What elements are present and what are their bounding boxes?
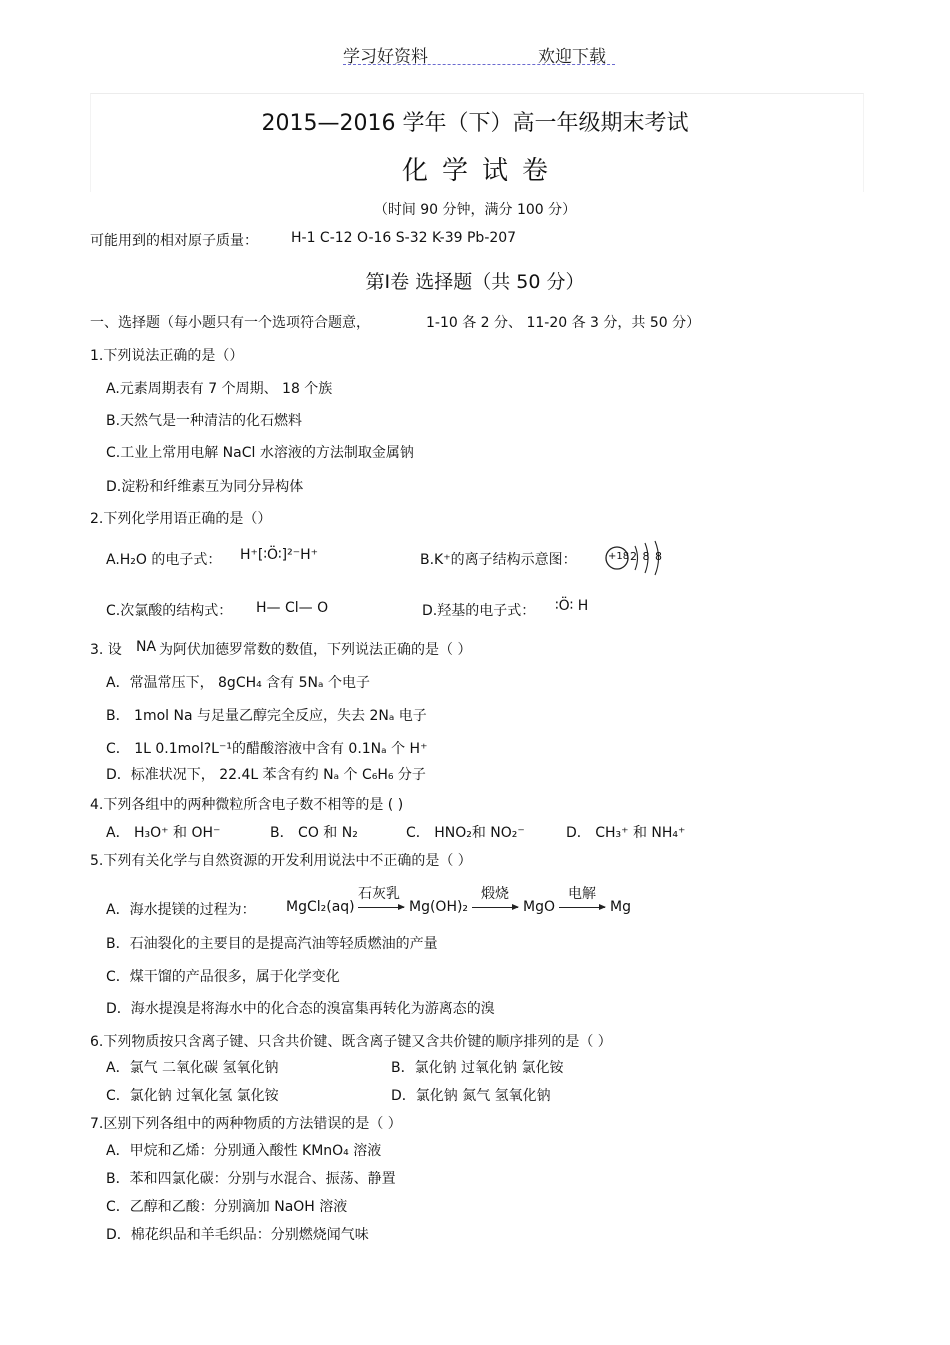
k-nucleus-charge: +18 <box>608 551 630 562</box>
q3-stem-symbol: NA <box>136 639 157 655</box>
q1-option-c: C.工业上常用电解 NaCl 水溶液的方法制取金属钠 <box>106 445 414 461</box>
q4-option-a: A． H₃O⁺ 和 OH⁻ <box>106 825 221 841</box>
q3-stem-start: 3. 设 <box>90 642 122 658</box>
exam-info: （时间 90 分钟，满分 100 分） <box>373 202 577 218</box>
q3-option-b: B． 1mol Na 与足量乙醇完全反应，失去 2Nₐ 电子 <box>106 708 427 724</box>
q6-stem: 6.下列物质按只含离子键、只含共价键、既含离子键又含共价键的顺序排列的是（ ） <box>90 1034 612 1050</box>
chain-mg: Mg <box>610 899 631 915</box>
q2-option-a-label: A.H₂O 的电子式： <box>106 552 222 568</box>
chain-mgoh2: Mg(OH)₂ <box>409 899 469 915</box>
q4-option-d: D． CH₃⁺ 和 NH₄⁺ <box>566 825 686 841</box>
q1-option-a: A.元素周期表有 7 个周期、 18 个族 <box>106 381 333 397</box>
atomic-mass-values: H-1 C-12 O-16 S-32 K-39 Pb-207 <box>291 230 517 246</box>
header-divider <box>343 64 615 65</box>
q6-option-d: D．氯化钠 氮气 氢氧化钠 <box>391 1088 551 1104</box>
q5-option-a-label: A．海水提镁的过程为： <box>106 902 256 918</box>
q5-option-c: C．煤干馏的产品很多，属于化学变化 <box>106 969 340 985</box>
q1-option-b: B.天然气是一种清洁的化石燃料 <box>106 413 303 429</box>
reaction-arrow-2 <box>472 907 518 908</box>
k-electron-shells: 2 8 8 <box>630 550 663 563</box>
k-ion-structure-diagram <box>604 538 668 578</box>
header-left: 学习好资料 <box>343 47 428 67</box>
q2-option-d-label: D.羟基的电子式： <box>422 603 536 619</box>
q2-option-c-formula: H— Cl— O <box>256 600 329 616</box>
q5-option-b: B．石油裂化的主要目的是提高汽油等轻质燃油的产量 <box>106 936 438 952</box>
q4-stem: 4.下列各组中的两种微粒所含电子数不相等的是 ( ) <box>90 797 404 813</box>
q7-stem: 7.区别下列各组中的两种物质的方法错误的是（ ） <box>90 1116 402 1132</box>
condition-electrolysis: 电解 <box>568 886 596 902</box>
subject-title: 化学试卷 <box>401 156 562 186</box>
exam-title: 2015—2016 学年（下）高一年级期末考试 <box>261 111 689 136</box>
q7-option-c: C．乙醇和乙酸：分别滴加 NaOH 溶液 <box>106 1199 348 1215</box>
condition-calcination: 煅烧 <box>481 886 509 902</box>
reaction-arrow-3 <box>559 907 605 908</box>
q2-option-a-formula: H⁺[∶Ö∶]²⁻H⁺ <box>240 547 319 563</box>
q3-option-a: A．常温常压下， 8gCH₄ 含有 5Nₐ 个电子 <box>106 675 370 691</box>
q7-option-a: A．甲烷和乙烯：分别通入酸性 KMnO₄ 溶液 <box>106 1143 382 1159</box>
chain-mgo: MgO <box>523 899 555 915</box>
q2-stem: 2.下列化学用语正确的是（） <box>90 511 272 527</box>
q4-option-b: B． CO 和 N₂ <box>270 825 358 841</box>
q4-option-c: C． HNO₂和 NO₂⁻ <box>406 825 525 841</box>
q5-option-d: D．海水提溴是将海水中的化合态的溴富集再转化为游离态的溴 <box>106 1001 495 1017</box>
reaction-arrow-1 <box>358 907 404 908</box>
q6-option-a: A．氯气 二氧化碳 氢氧化钠 <box>106 1060 279 1076</box>
q2-option-b-label: B.K⁺的离子结构示意图： <box>420 552 577 568</box>
atomic-mass-label: 可能用到的相对原子质量： <box>90 233 258 249</box>
section-heading: 第Ⅰ卷 选择题（共 50 分） <box>365 271 585 293</box>
q2-option-c-label: C.次氯酸的结构式： <box>106 603 233 619</box>
q7-option-b: B．苯和四氯化碳：分别与水混合、振荡、静置 <box>106 1171 396 1187</box>
q6-option-c: C．氯化钠 过氧化氢 氯化铵 <box>106 1088 279 1104</box>
instruction-part2: 1-10 各 2 分、 11-20 各 3 分，共 50 分） <box>426 315 701 331</box>
instruction-part1: 一、选择题（每小题只有一个选项符合题意， <box>90 315 370 331</box>
chain-mgcl2: MgCl₂(aq) <box>286 899 355 915</box>
q3-option-c: C． 1L 0.1mol?L⁻¹的醋酸溶液中含有 0.1Nₐ 个 H⁺ <box>106 741 428 757</box>
q1-option-d: D.淀粉和纤维素互为同分异构体 <box>106 479 304 495</box>
q7-option-d: D．棉花织品和羊毛织品：分别燃烧闻气味 <box>106 1227 369 1243</box>
q3-option-d: D．标准状况下， 22.4L 苯含有约 Nₐ 个 C₆H₆ 分子 <box>106 767 426 783</box>
condition-lime-milk: 石灰乳 <box>358 886 400 902</box>
q6-option-b: B．氯化钠 过氧化钠 氯化铵 <box>391 1060 564 1076</box>
q5-stem: 5.下列有关化学与自然资源的开发利用说法中不正确的是（ ） <box>90 853 472 869</box>
q1-stem: 1.下列说法正确的是（） <box>90 348 244 364</box>
header-right: 欢迎下载 <box>538 47 606 67</box>
q2-option-d-formula: ∶Ö∶ H <box>555 598 589 614</box>
q3-stem-end: 为阿伏加德罗常数的数值，下列说法正确的是（ ） <box>159 642 472 658</box>
